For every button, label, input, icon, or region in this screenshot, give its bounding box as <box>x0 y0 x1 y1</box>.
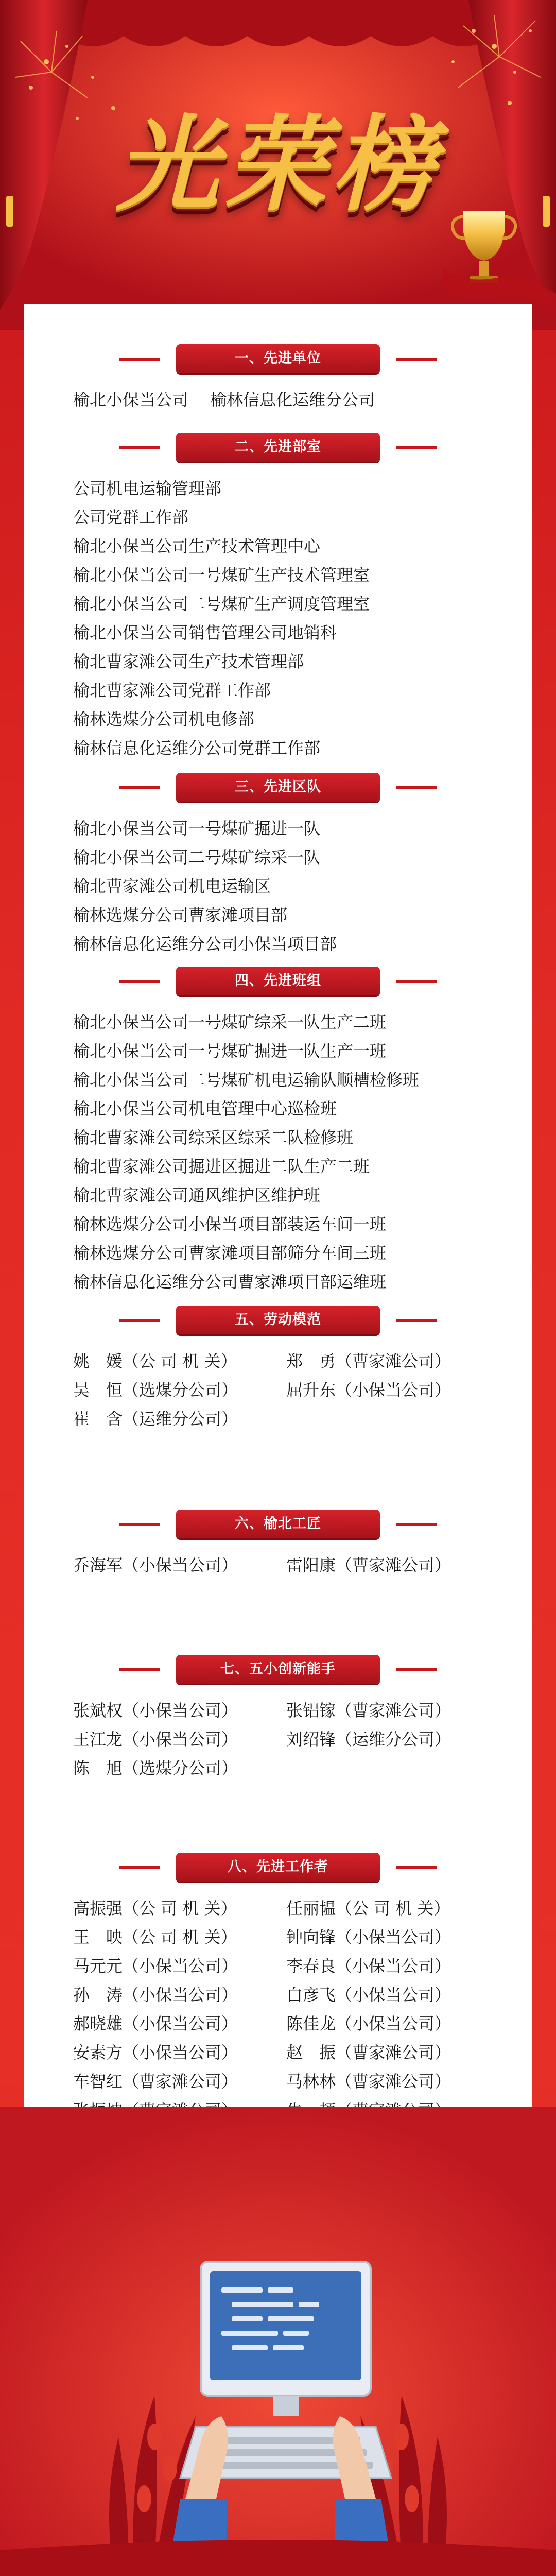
list-item: 榆林选煤分公司曹家滩项目部 <box>73 905 288 925</box>
heading-line-right <box>396 1523 437 1526</box>
honoree-name: 陈佳龙（小保当公司） <box>286 2014 451 2033</box>
heading-label: 八、先进工作者 <box>176 1853 380 1882</box>
name-row <box>73 1699 526 1722</box>
heading-label: 七、五小创新能手 <box>176 1655 380 1684</box>
heading-line-left <box>119 358 160 361</box>
list-item: 榆林信息化运维分公司曹家滩项目部运维班 <box>73 1272 387 1292</box>
list-item: 榆北小保当公司 榆林信息化运维分公司 <box>73 390 375 410</box>
computer-illustration <box>0 2107 556 2576</box>
name-row <box>73 1955 526 1977</box>
heading-line-left <box>119 1523 160 1526</box>
honoree-name: 任丽韫（公 司 机 关） <box>286 1899 450 1918</box>
heading-line-right <box>396 980 437 983</box>
list-item: 榆林选煤分公司机电修部 <box>73 709 255 729</box>
heading-line-left <box>119 1866 160 1869</box>
list-item: 榆北小保当公司二号煤矿生产调度管理室 <box>73 594 370 614</box>
name-row <box>73 1379 526 1401</box>
list-item: 公司党群工作部 <box>73 507 189 527</box>
list-item: 榆北小保当公司销售管理公司地销科 <box>73 623 337 642</box>
name-row <box>73 1897 526 1920</box>
section-heading <box>24 1655 532 1684</box>
heading-label: 三、先进区队 <box>176 773 380 802</box>
name-row <box>73 1984 526 2006</box>
list-item: 榆北曹家滩公司综采区综采二队检修班 <box>73 1128 354 1147</box>
heading-line-left <box>119 1319 160 1322</box>
heading-line-right <box>396 1668 437 1671</box>
heading-line-right <box>396 446 437 449</box>
honoree-name: 乔海军（小保当公司） <box>73 1555 238 1575</box>
name-row <box>73 1350 526 1372</box>
name-row <box>73 1408 526 1430</box>
heading-line-left <box>119 786 160 789</box>
honoree-name: 陈 旭（选煤分公司） <box>73 1758 238 1778</box>
honoree-name: 姚 媛（公 司 机 关） <box>73 1351 237 1371</box>
heading-label: 六、榆北工匠 <box>176 1510 380 1538</box>
list-item: 榆北小保当公司一号煤矿掘进一队生产一班 <box>73 1041 387 1061</box>
section-heading <box>24 967 532 995</box>
honoree-name: 赵 振（曹家滩公司） <box>286 2043 451 2062</box>
heading-label: 五、劳动模范 <box>176 1306 380 1334</box>
list-item: 榆北曹家滩公司生产技术管理部 <box>73 652 304 671</box>
honoree-name: 白彦飞（小保当公司） <box>286 1985 451 2005</box>
honoree-name: 车智红（曹家滩公司） <box>73 2072 238 2091</box>
name-row <box>73 1554 526 1577</box>
honoree-name: 雷阳康（曹家滩公司） <box>286 1555 451 1575</box>
title-logo <box>0 0 556 330</box>
list-item: 公司机电运输管理部 <box>73 479 222 498</box>
section-heading <box>24 433 532 462</box>
list-item: 榆林选煤分公司曹家滩项目部筛分车间三班 <box>73 1243 387 1263</box>
heading-line-left <box>119 1668 160 1671</box>
list-item: 榆北曹家滩公司机电运输区 <box>73 876 271 896</box>
honoree-name: 孙 涛（小保当公司） <box>73 1985 238 2005</box>
heading-line-right <box>396 1319 437 1322</box>
honoree-name: 安素方（小保当公司） <box>73 2043 238 2062</box>
name-row <box>73 2070 526 2093</box>
honoree-name: 张铝镓（曹家滩公司） <box>286 1701 451 1720</box>
heading-label: 四、先进班组 <box>176 967 380 995</box>
list-item: 榆北小保当公司生产技术管理中心 <box>73 536 321 556</box>
section-heading <box>24 1306 532 1334</box>
honoree-name: 王江龙（小保当公司） <box>73 1730 238 1749</box>
name-row <box>73 1728 526 1751</box>
honoree-name: 马元元（小保当公司） <box>73 1956 238 1976</box>
honoree-name: 刘绍锋（运维分公司） <box>286 1730 451 1749</box>
list-item: 榆北小保当公司一号煤矿掘进一队 <box>73 819 321 838</box>
honoree-name: 屈升东（小保当公司） <box>286 1380 451 1400</box>
list-item: 榆北小保当公司一号煤矿综采一队生产二班 <box>73 1012 387 1032</box>
name-row <box>73 1757 526 1780</box>
honoree-name: 钟向锋（小保当公司） <box>286 1927 451 1947</box>
section-heading <box>24 1853 532 1882</box>
list-item: 榆林信息化运维分公司小保当项目部 <box>73 934 337 954</box>
section-heading <box>24 344 532 373</box>
heading-line-left <box>119 980 160 983</box>
honoree-name: 张斌权（小保当公司） <box>73 1701 238 1720</box>
honoree-name: 郑 勇（曹家滩公司） <box>286 1351 451 1371</box>
list-item: 榆北曹家滩公司通风维护区维护班 <box>73 1185 321 1205</box>
section-heading <box>24 773 532 802</box>
heading-line-right <box>396 1866 437 1869</box>
heading-label: 二、先进部室 <box>176 433 380 462</box>
name-row <box>73 1926 526 1948</box>
list-item: 榆北小保当公司二号煤矿综采一队 <box>73 848 321 867</box>
list-item: 榆北小保当公司一号煤矿生产技术管理室 <box>73 565 370 585</box>
honoree-name: 郝晓雄（小保当公司） <box>73 2014 238 2033</box>
honoree-name: 马林林（曹家滩公司） <box>286 2072 451 2091</box>
list-item: 榆林选煤分公司小保当项目部装运车间一班 <box>73 1214 387 1234</box>
honoree-name: 王 映（公 司 机 关） <box>73 1927 237 1947</box>
name-row <box>73 2012 526 2035</box>
heading-line-right <box>396 786 437 789</box>
honoree-name: 吴 恒（选煤分公司） <box>73 1380 238 1400</box>
header-banner <box>0 0 556 330</box>
heading-label: 一、先进单位 <box>176 344 380 373</box>
list-item: 榆北小保当公司机电管理中心巡检班 <box>73 1099 337 1118</box>
list-item: 榆北小保当公司二号煤矿机电运输队顺槽检修班 <box>73 1070 420 1090</box>
section-heading <box>24 1510 532 1538</box>
name-row <box>73 2041 526 2064</box>
honoree-name: 李春良（小保当公司） <box>286 1956 451 1976</box>
content-panel <box>24 304 532 2107</box>
heading-line-right <box>396 358 437 361</box>
title-text: 光荣榜 <box>115 104 440 225</box>
list-item: 榆林信息化运维分公司党群工作部 <box>73 738 321 758</box>
honoree-name: 高振强（公 司 机 关） <box>73 1899 237 1918</box>
honoree-name: 崔 含（运维分公司） <box>73 1409 238 1429</box>
list-item: 榆北曹家滩公司掘进区掘进二队生产二班 <box>73 1157 370 1176</box>
list-item: 榆北曹家滩公司党群工作部 <box>73 681 271 700</box>
heading-line-left <box>119 446 160 449</box>
